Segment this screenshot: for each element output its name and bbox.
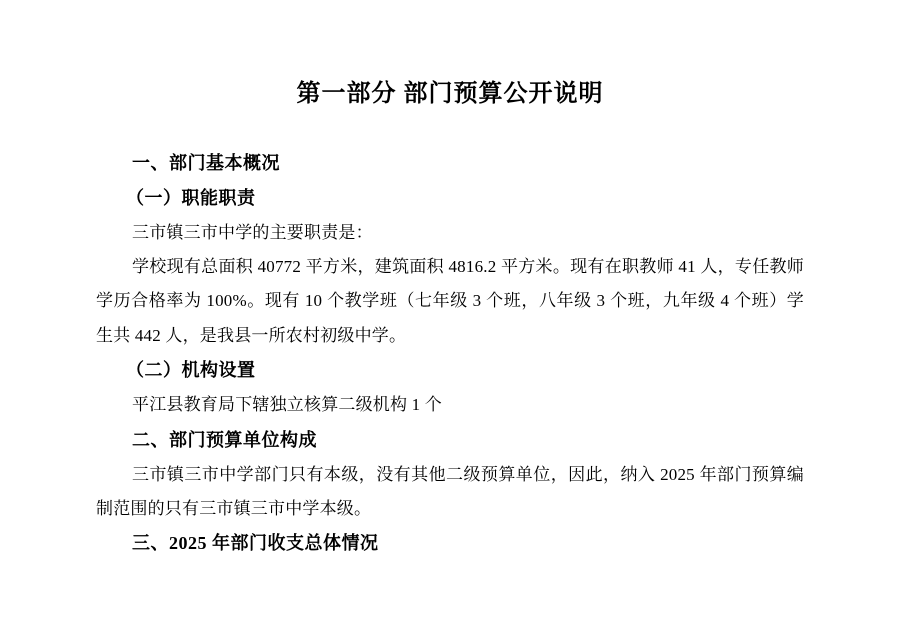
section-heading-revenue-expenditure: 三、2025 年部门收支总体情况 [132, 533, 379, 554]
page-title: 第一部分 部门预算公开说明 [296, 81, 604, 107]
subsection-heading-organization: （二）机构设置 [126, 360, 256, 381]
paragraph-duties-intro: 三市镇三市中学的主要职责是： [132, 222, 373, 242]
document-body [96, 146, 804, 562]
paragraph-school-statistics: 学校现有总面积 40772 平方米，建筑面积 4816.2 平方米。现有在职教师 41 人，专任教师学历合格率为 100%。现有 10 个教学班（七年级 3 个班，八年级 3 个班，九年级 4 个班）学生共 442 人，是我县一所农村初级中学。 [96, 257, 804, 345]
section-heading-basic-overview: 一、部门基本概况 [132, 152, 280, 173]
paragraph-organization-detail: 平江县教育局下辖独立核算二级机构 1 个 [132, 395, 442, 415]
subsection-heading-duties: （一）职能职责 [126, 187, 256, 208]
paragraph-budget-units-detail: 三市镇三市中学部门只有本级，没有其他二级预算单位，因此，纳入 2025 年部门预算编制范围的只有三市镇三市中学本级。 [96, 464, 804, 518]
section-heading-budget-units: 二、部门预算单位构成 [132, 429, 317, 450]
